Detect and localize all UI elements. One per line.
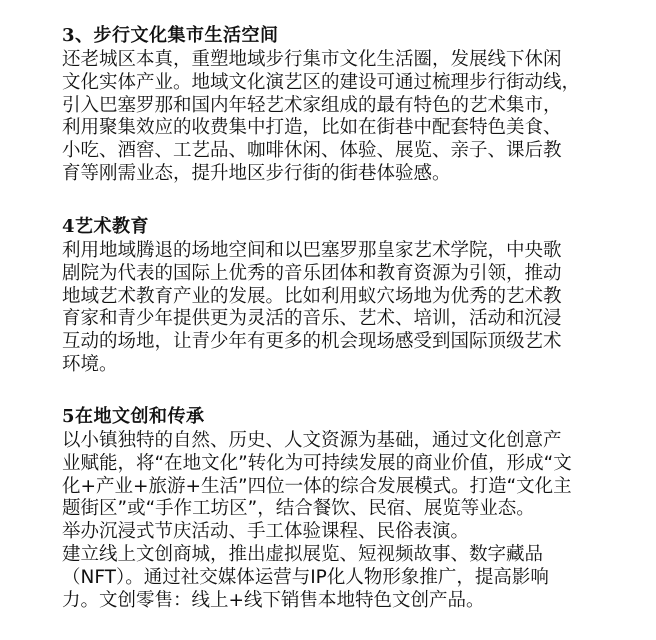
- paragraph-line: 还老城区本真，重塑地域步行集市文化生活圈，发展线下休闲: [62, 49, 562, 70]
- paragraph-line: （NFT）。通过社交媒体运营与IP化人物形象推广，提高影响: [62, 566, 549, 588]
- paragraph-line: 育家和青少年提供更为灵活的音乐、艺术、培训，活动和沉浸: [62, 308, 562, 330]
- paragraph-line: 地域艺术教育产业的发展。比如利用蚁穴场地为优秀的艺术教: [62, 285, 562, 307]
- section-walking-market: [62, 26, 622, 186]
- paragraph-line: 文化实体产业。地域文化演艺区的建设可通过梳理步行街动线，: [62, 71, 581, 93]
- paragraph-line: 力。文创零售：线上+线下销售本地特色文创产品。: [62, 589, 485, 611]
- paragraph-line: 互动的场地，让青少年有更多的机会现场感受到国际顶级艺术: [62, 331, 562, 353]
- paragraph-line: 育等刚需业态，提升地区步行街的街巷体验感。: [62, 162, 451, 184]
- paragraph-line: 建立线上文创商城，推出虚拟展览、短视频故事、数字藏品: [62, 543, 544, 565]
- paragraph-line: 利用地域腾退的场地空间和以巴塞罗那皇家艺术学院，中央歌: [62, 240, 562, 261]
- section-heading: 3、步行文化集市生活空间: [62, 25, 279, 46]
- paragraph-line: 题街区”或“手作工坊区”，结合餐饮、民宿、展览等业态。: [62, 498, 535, 520]
- paragraph-line: 环境。: [62, 353, 118, 375]
- paragraph-line: 引入巴塞罗那和国内年轻艺术家组成的最有特色的艺术集市，: [62, 94, 562, 116]
- paragraph-line: 小吃、酒窖、工艺品、咖啡休闲、体验、展览、亲子、课后教: [62, 140, 562, 162]
- section-heading: 5在地文创和传承: [62, 406, 205, 427]
- section-heading: 4艺术教育: [62, 216, 150, 237]
- section-local-creative: [62, 407, 622, 612]
- paragraph-line: 以小镇独特的自然、历史、人文资源为基础，通过文化创意产: [62, 430, 562, 451]
- paragraph-line: 业赋能，将“在地文化”转化为可持续发展的商业价值，形成“文: [62, 452, 572, 474]
- paragraph-line: 化+产业+旅游+生活”四位一体的综合发展模式。打造“文化主: [62, 475, 572, 497]
- paragraph-line: 利用聚集效应的收费集中打造，比如在街巷中配套特色美食、: [62, 117, 562, 139]
- section-art-education: [62, 217, 622, 377]
- paragraph-line: 剧院为代表的国际上优秀的音乐团体和教育资源为引领，推动: [62, 262, 562, 284]
- paragraph-line: 举办沉浸式节庆活动、手工体验课程、民俗表演。: [62, 521, 470, 543]
